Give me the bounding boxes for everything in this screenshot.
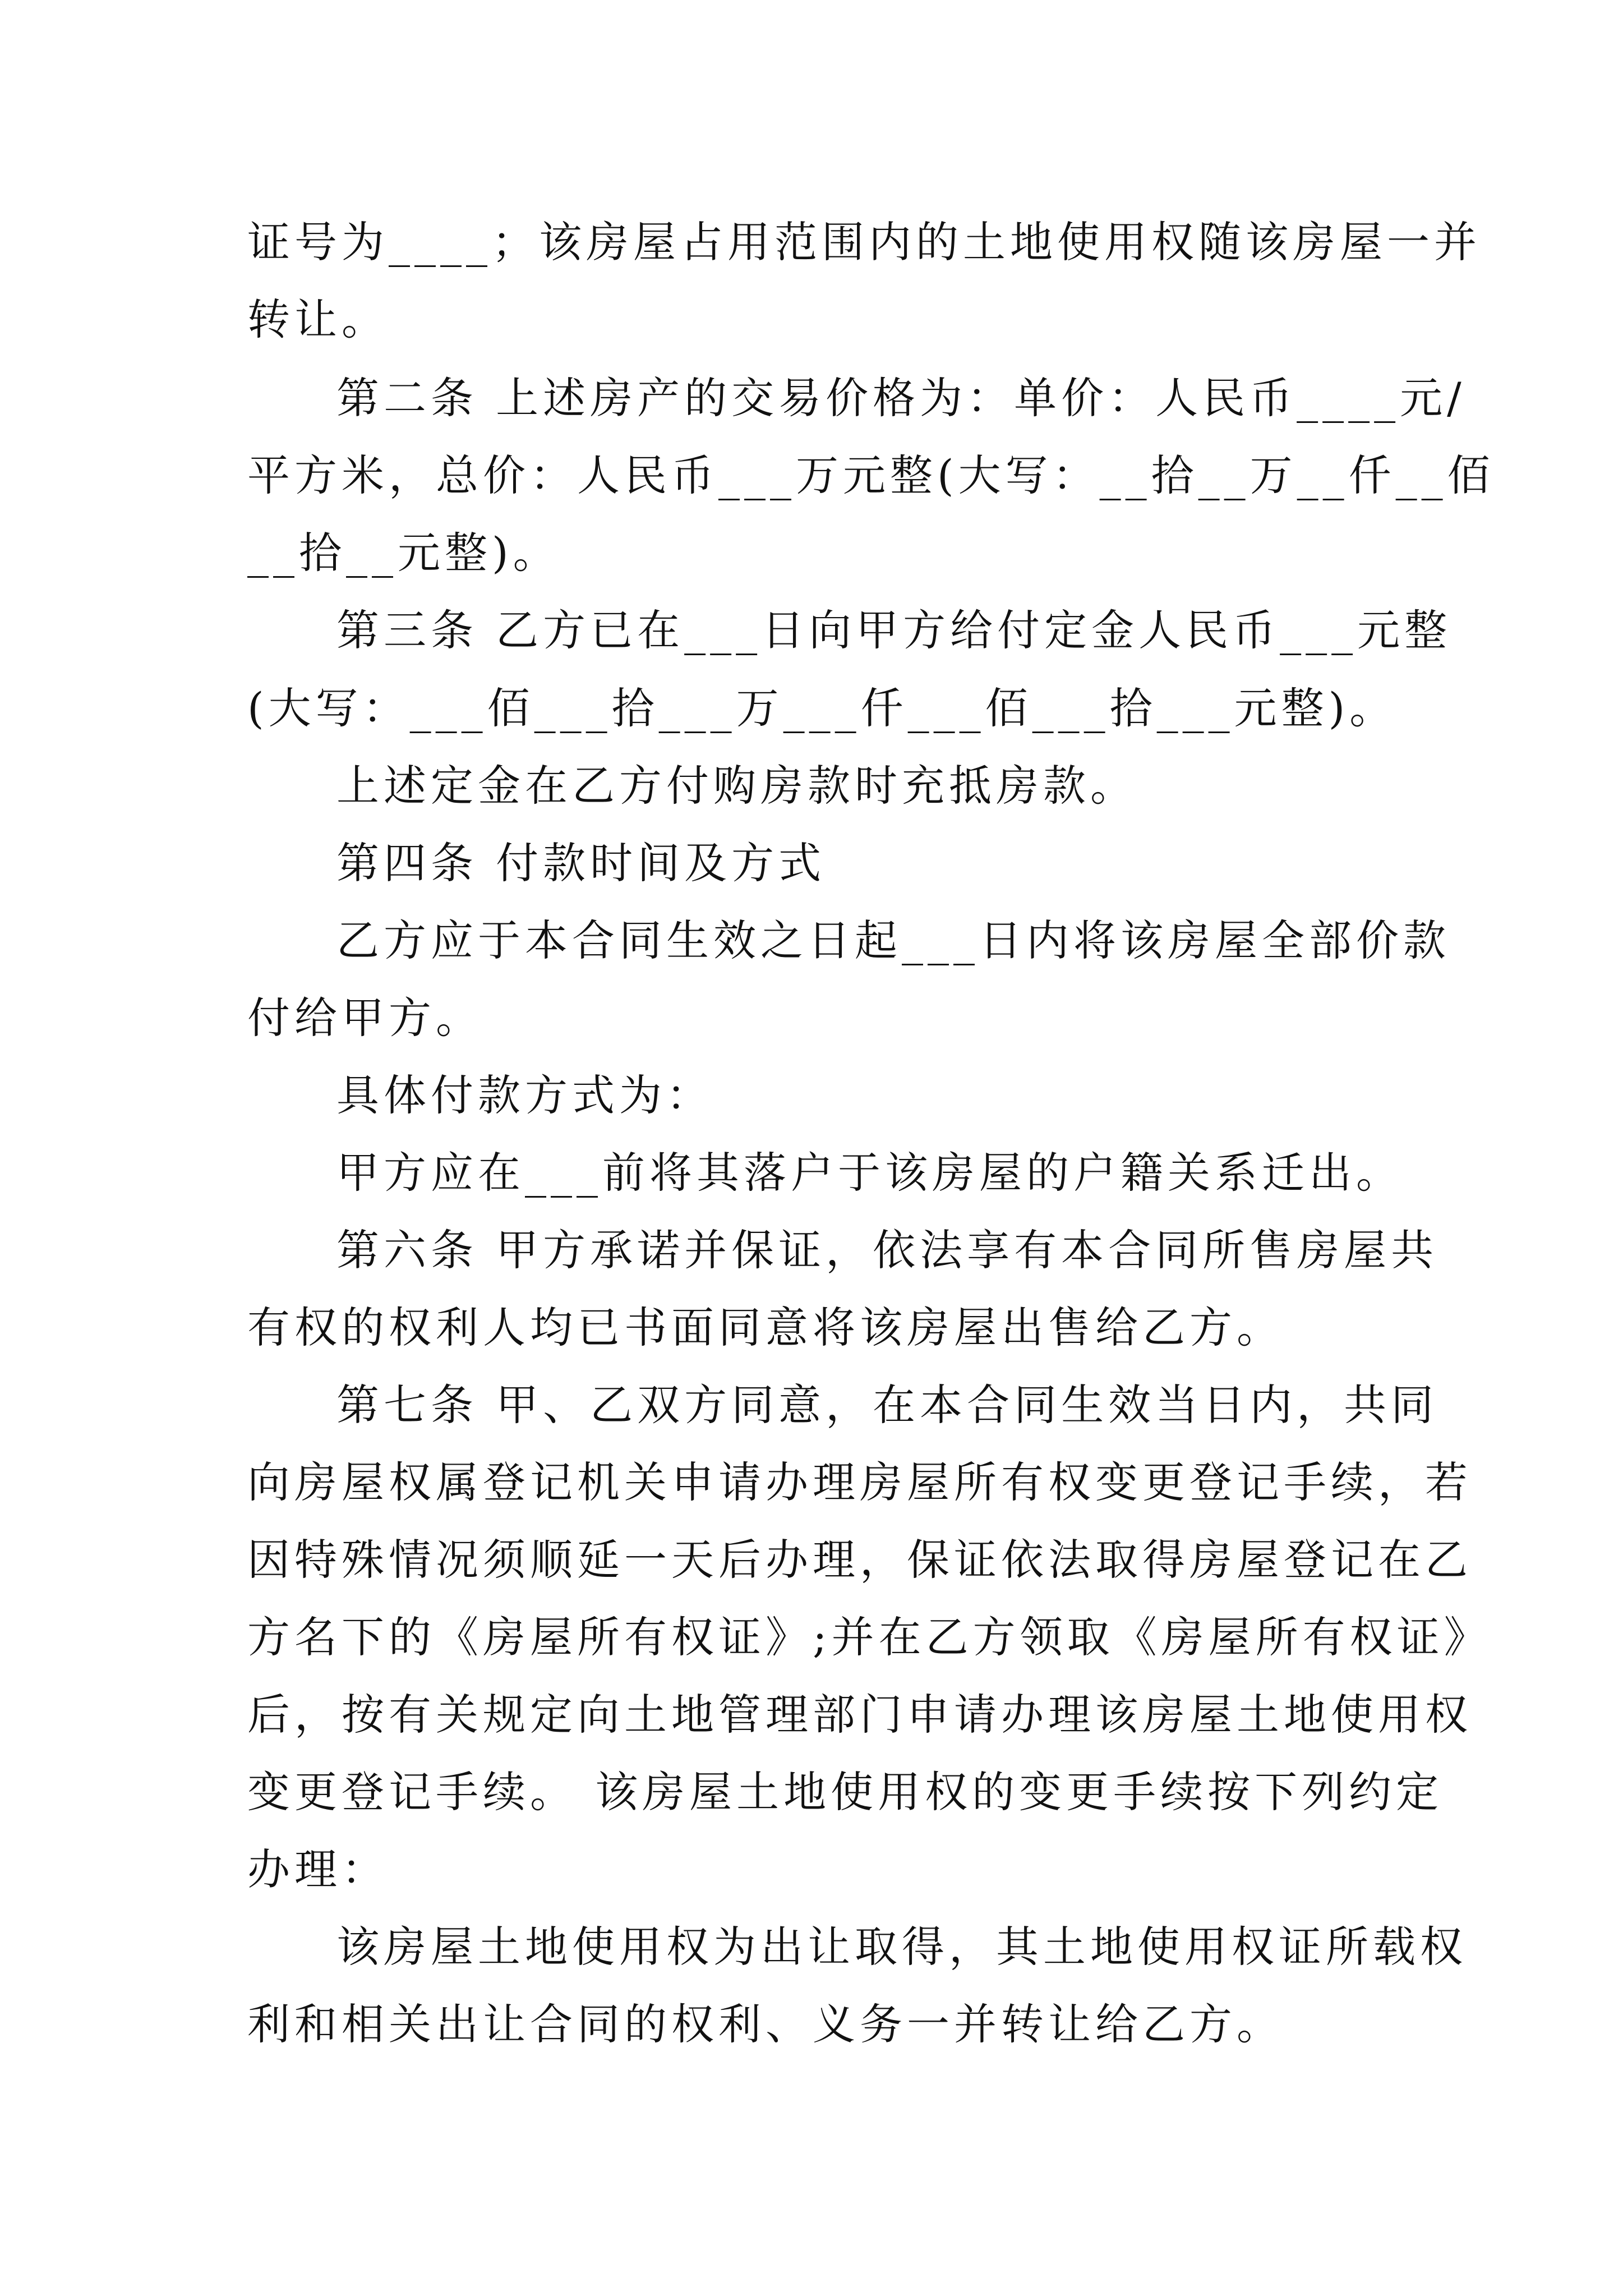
text-line: 变更登记手续。 该房屋土地使用权的变更手续按下列约定: [247, 1767, 1444, 1817]
text-line: 向房屋权属登记机关申请办理房屋所有权变更登记手续，若: [247, 1457, 1472, 1507]
text-line: 上述定金在乙方付购房款时充抵房款。: [336, 761, 1137, 811]
text-line: 因特殊情况须顺延一天后办理，保证依法取得房屋登记在乙: [247, 1535, 1472, 1585]
text-line: 证号为____；该房屋占用范围内的土地使用权随该房屋一并: [247, 217, 1481, 267]
text-line: __拾__元整)。: [247, 528, 560, 578]
text-line: 后，按有关规定向土地管理部门申请办理该房屋土地使用权: [247, 1690, 1472, 1740]
text-line: 办理：: [247, 1844, 389, 1894]
text-line: 利和相关出让合同的权利、义务一并转让给乙方。: [247, 1999, 1284, 2049]
text-line: 甲方应在___前将其落户于该房屋的户籍关系迁出。: [336, 1148, 1403, 1198]
text-line: 乙方应于本合同生效之日起___日内将该房屋全部价款: [336, 915, 1450, 965]
text-line: 第七条 甲、乙双方同意，在本合同生效当日内，共同: [336, 1380, 1438, 1430]
text-line: 转让。: [247, 295, 389, 344]
text-line: 第六条 甲方承诺并保证，依法享有本合同所售房屋共: [336, 1225, 1438, 1275]
text-line: 该房屋土地使用权为出让取得，其土地使用权证所载权: [336, 1922, 1467, 1972]
text-line: 第二条 上述房产的交易价格为：单价：人民币____元/: [336, 373, 1466, 423]
text-line: 方名下的《房屋所有权证》;并在乙方领取《房屋所有权证》: [247, 1612, 1491, 1662]
text-line: 第四条 付款时间及方式: [336, 838, 826, 888]
text-line: 具体付款方式为：: [336, 1070, 713, 1120]
text-line: (大写：___佰___拾___万___仟___佰___拾___元整)。: [247, 683, 1397, 733]
text-line: 第三条 乙方已在___日向甲方给付定金人民币___元整: [336, 605, 1452, 655]
text-line: 付给甲方。: [247, 993, 483, 1043]
text-line: 有权的权利人均已书面同意将该房屋出售给乙方。: [247, 1303, 1284, 1352]
text-line: 平方米，总价：人民币___万元整(大写：__拾__万__仟__佰: [247, 450, 1495, 500]
